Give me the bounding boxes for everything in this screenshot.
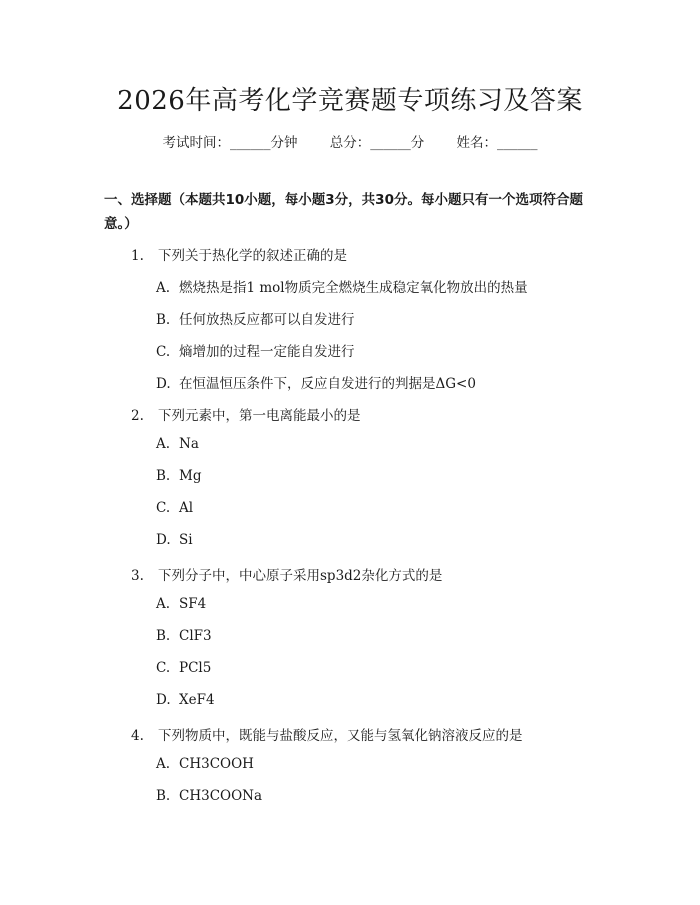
option-text: CH3COONa [179, 788, 263, 804]
option-text: 在恒温恒压条件下，反应自发进行的判据是ΔG<0 [179, 376, 476, 392]
option-4a [156, 756, 254, 772]
option-3d [156, 692, 215, 708]
option-text: 燃烧热是指1 mol物质完全燃烧生成稳定氧化物放出的热量 [179, 280, 528, 296]
option-letter: C. [156, 344, 171, 360]
option-3b [156, 628, 212, 644]
exam-meta [0, 131, 700, 151]
question-text: 下列元素中，第一电离能最小的是 [158, 408, 361, 424]
question-text: 下列分子中，中心原子采用sp3d2杂化方式的是 [158, 568, 443, 584]
option-letter: A. [156, 596, 171, 612]
option-2c [156, 500, 193, 516]
option-4b [156, 788, 262, 804]
option-text: SF4 [179, 596, 207, 612]
question-3 [131, 564, 442, 584]
option-3c [156, 660, 211, 676]
option-letter: A. [156, 436, 171, 452]
option-letter: C. [156, 500, 171, 516]
question-number: 1. [131, 248, 144, 264]
option-1a [156, 276, 528, 296]
option-letter: D. [156, 532, 171, 548]
option-text: 熵增加的过程一定能自发进行 [179, 344, 355, 360]
section-heading: 一、选择题（本题共10小题，每小题3分，共30分。每小题只有一个选项符合题意。） [104, 192, 583, 232]
question-1 [131, 244, 347, 264]
option-letter: B. [156, 312, 171, 328]
option-2a [156, 436, 199, 452]
option-2b [156, 468, 201, 484]
option-text: XeF4 [179, 692, 215, 708]
option-text: ClF3 [179, 628, 212, 644]
option-1c [156, 340, 355, 360]
option-1d [156, 372, 476, 392]
page-title: 2026年高考化学竞赛题专项练习及答案 [117, 86, 583, 116]
question-number: 4. [131, 728, 144, 744]
option-letter: B. [156, 468, 171, 484]
option-text: Mg [179, 468, 202, 484]
question-2 [131, 404, 361, 424]
option-3a [156, 596, 206, 612]
exam-time: 考试时间：______分钟 [162, 135, 298, 151]
option-1b [156, 308, 355, 328]
option-letter: A. [156, 756, 171, 772]
option-text: 任何放热反应都可以自发进行 [179, 312, 355, 328]
question-number: 2. [131, 408, 144, 424]
option-text: CH3COOH [179, 756, 254, 772]
question-text: 下列关于热化学的叙述正确的是 [158, 248, 347, 264]
option-letter: C. [156, 660, 171, 676]
question-text: 下列物质中，既能与盐酸反应，又能与氢氧化钠溶液反应的是 [158, 728, 523, 744]
exam-score: 总分：______分 [329, 135, 425, 151]
option-letter: D. [156, 376, 171, 392]
option-text: Si [179, 532, 193, 548]
option-text: Al [179, 500, 194, 516]
option-2d [156, 532, 193, 548]
question-4 [131, 724, 523, 744]
option-text: PCl5 [179, 660, 212, 676]
option-letter: B. [156, 788, 171, 804]
option-letter: B. [156, 628, 171, 644]
option-letter: D. [156, 692, 171, 708]
exam-name: 姓名：______ [456, 135, 538, 151]
question-number: 3. [131, 568, 144, 584]
option-text: Na [179, 436, 199, 452]
option-letter: A. [156, 280, 171, 296]
